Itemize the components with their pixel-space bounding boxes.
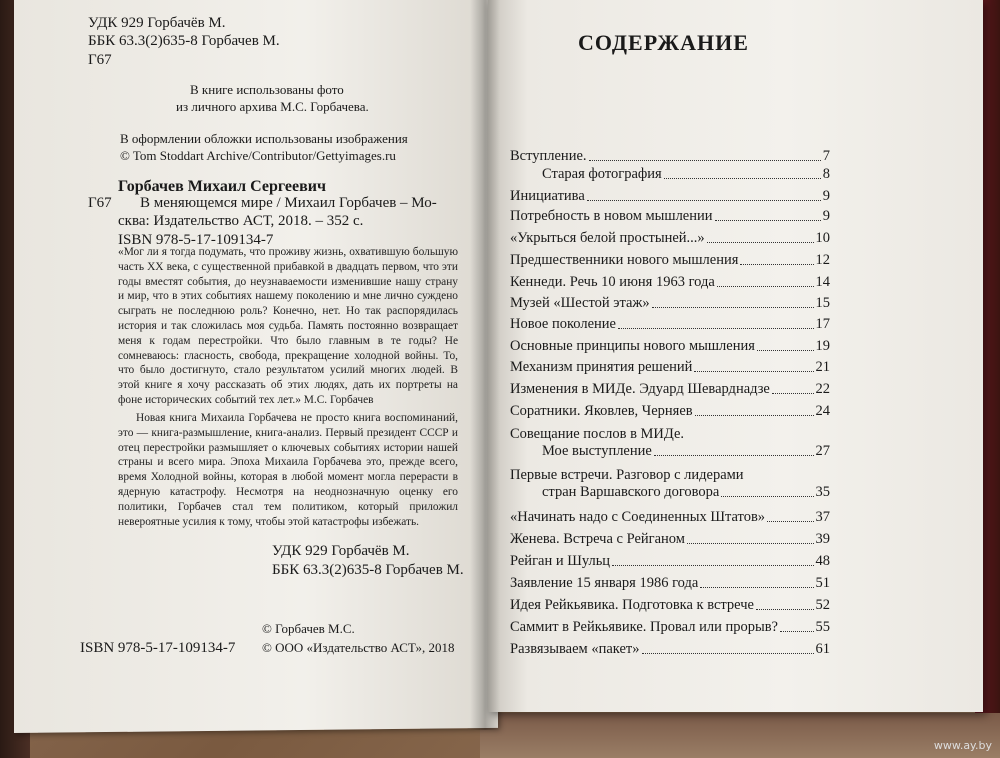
toc-entry-page: 9 [822, 208, 830, 224]
toc-entry [510, 338, 830, 355]
toc-entry-label-cont: Мое выступление [542, 443, 652, 459]
toc-entry-label: Новое поколение [510, 316, 616, 332]
toc-entry-page: 55 [815, 619, 830, 635]
toc-entry-label: Рейган и Шульц [510, 553, 611, 569]
toc-entry-page: 17 [815, 316, 830, 332]
toc-entry-page: 19 [815, 338, 830, 354]
udk-code: УДК 929 Горбачёв М. [88, 15, 226, 31]
toc-entry-page: 21 [815, 359, 830, 375]
toc-entry [510, 208, 830, 225]
watermark: www.ay.by [933, 739, 992, 752]
toc-entry-page: 39 [815, 531, 830, 547]
toc-entry-label: Женева. Встреча с Рейганом [510, 531, 685, 547]
toc-entry [510, 426, 830, 460]
toc-entry [510, 252, 830, 269]
toc-entry [510, 641, 830, 658]
toc-entry-label: «Укрыться белой простыней...» [510, 230, 705, 246]
cover-notice-line-1: В оформлении обложки использованы изображения [120, 131, 408, 146]
toc-entry [510, 274, 830, 291]
toc-entry-label: Саммит в Рейкьявике. Провал или прорыв? [510, 619, 778, 635]
toc-entry [510, 188, 830, 205]
bbk-code-bottom: ББК 63.3(2)635-8 Горбачев М. [272, 562, 464, 578]
toc-entry [510, 553, 830, 570]
toc-entry-page: 7 [822, 148, 830, 164]
bbk-code: ББК 63.3(2)635-8 Горбачев М. [88, 33, 280, 49]
toc-entry [510, 531, 830, 548]
toc-entry [510, 166, 830, 183]
toc-entry-label: Изменения в МИДе. Эдуард Шеварднадзе [510, 381, 770, 397]
toc-entry-page: 9 [822, 188, 830, 204]
book-gutter [470, 0, 500, 730]
toc-entry [510, 230, 830, 247]
toc-entry-page: 35 [815, 484, 830, 500]
toc-entry-page: 61 [815, 641, 830, 657]
toc-entry [510, 359, 830, 376]
toc-entry [510, 381, 830, 398]
book-cover-bottom-edge [480, 713, 1000, 758]
biblio-line-1: В меняющемся мире / Михаил Горбачев – Мо- [140, 195, 437, 211]
toc-entry-label-cont: стран Варшавского договора [542, 484, 720, 500]
toc-entry-page: 14 [815, 274, 830, 290]
toc-title: СОДЕРЖАНИЕ [578, 30, 749, 55]
author-mark: Г67 [88, 52, 112, 68]
toc-entry-label: Первые встречи. Разговор с лидерами [510, 467, 744, 483]
copyright-publisher: © ООО «Издательство АСТ», 2018 [262, 640, 455, 655]
toc-entry-page: 12 [815, 252, 830, 268]
toc-entry-label: Вступление. [510, 148, 587, 164]
toc-entry [510, 509, 830, 526]
toc-entry-label: Совещание послов в МИДе. [510, 426, 685, 442]
toc-entry-label: Основные принципы нового мышления [510, 338, 755, 354]
author-name: Горбачев Михаил Сергеевич [118, 178, 326, 195]
toc-entry-page: 48 [815, 553, 830, 569]
biblio-code: Г67 [88, 195, 112, 211]
toc-entry-page: 27 [815, 443, 830, 459]
udk-code-bottom: УДК 929 Горбачёв М. [272, 543, 410, 559]
toc-entry-label: Потребность в новом мышлении [510, 208, 713, 224]
toc-entry [510, 619, 830, 636]
toc-entry-label: Заявление 15 января 1986 года [510, 575, 699, 591]
photo-notice-line-2: из личного архива М.С. Горбачева. [176, 99, 369, 114]
toc-entry [510, 316, 830, 333]
toc-entry-page: 15 [815, 295, 830, 311]
toc-entry [510, 575, 830, 592]
toc-entry [510, 148, 830, 165]
toc-entry-label: Соратники. Яковлев, Черняев [510, 403, 693, 419]
author-quote: «Мог ли я тогда подумать, что проживу жизнь, охватившую большую часть XX века, с существенной прибавкой в двадцать первом, что эти годы вместят события, до неузнаваемости изменившие нашу страну и мир, что в этих событиях нашему поколению и мне лично суждено сыграть не последнюю роль? Конечно, нет. Но так распорядилась история и так сложилась моя судьба. Память постоянно возвращает меня к годам перестройки. Что было главным в те годы? Не сомневаюсь: гласность, свобода, прекращение холодной войны. То, что было достигнуто, стало результатом усилий многих людей. В этой книге я хочу рассказать об этих людях, дать их портреты на фоне исторических событий тех лет.» М.С. Горбачев [118, 246, 458, 406]
toc-entry-page: 10 [815, 230, 830, 246]
toc-entry-label: «Начинать надо с Соединенных Штатов» [510, 509, 766, 525]
toc-entry-label: Старая фотография [542, 166, 662, 182]
toc-entry-label: Предшественники нового мышления [510, 252, 739, 268]
toc-entry-label: Музей «Шестой этаж» [510, 295, 650, 311]
isbn-top: ISBN 978-5-17-109134-7 [118, 232, 274, 248]
toc-entry [510, 403, 830, 420]
toc-entry-label: Механизм принятия решений [510, 359, 693, 375]
toc-entry-page: 22 [815, 381, 830, 397]
isbn-bottom: ISBN 978-5-17-109134-7 [80, 640, 236, 656]
toc-entry-page: 8 [822, 166, 830, 182]
toc-entry-page: 52 [815, 597, 830, 613]
toc-entry-label: Развязываем «пакет» [510, 641, 640, 657]
toc-entry [510, 597, 830, 614]
photo-notice-line-1: В книге использованы фото [190, 82, 344, 97]
toc-entry [510, 467, 830, 501]
toc-entry-label: Кеннеди. Речь 10 июня 1963 года [510, 274, 715, 290]
toc-entry-page: 37 [815, 509, 830, 525]
biblio-line-2: сква: Издательство АСТ, 2018. – 352 с. [118, 213, 364, 229]
copyright-author: © Горбачев М.С. [262, 621, 355, 636]
toc-entry-label: Инициатива [510, 188, 585, 204]
cover-notice-line-2: © Tom Stoddart Archive/Contributor/Gettyimages.ru [120, 148, 396, 163]
book-annotation: Новая книга Михаила Горбачева не просто книга воспоминаний, это — книга-размышление, книга-анализ. Первый президент СССР и отец перестройки размышляет о ключевых событиях истории нашей страны и всего мира. Эпоха Михаила Горбачева это, прежде всего, время Холодной войны, которая в любой момент могла перерасти в ядерную катастрофу. Несмотря на неоднозначную оценку его политики, Горбачев стал тем политиком, который приложил невероятные усилия к тому, чтобы этой катастрофы избежать. [118, 412, 458, 528]
toc-entry [510, 295, 830, 312]
toc-entry-label: Идея Рейкьявика. Подготовка к встрече [510, 597, 754, 613]
toc-entry-page: 51 [815, 575, 830, 591]
toc-entry-page: 24 [815, 403, 830, 419]
